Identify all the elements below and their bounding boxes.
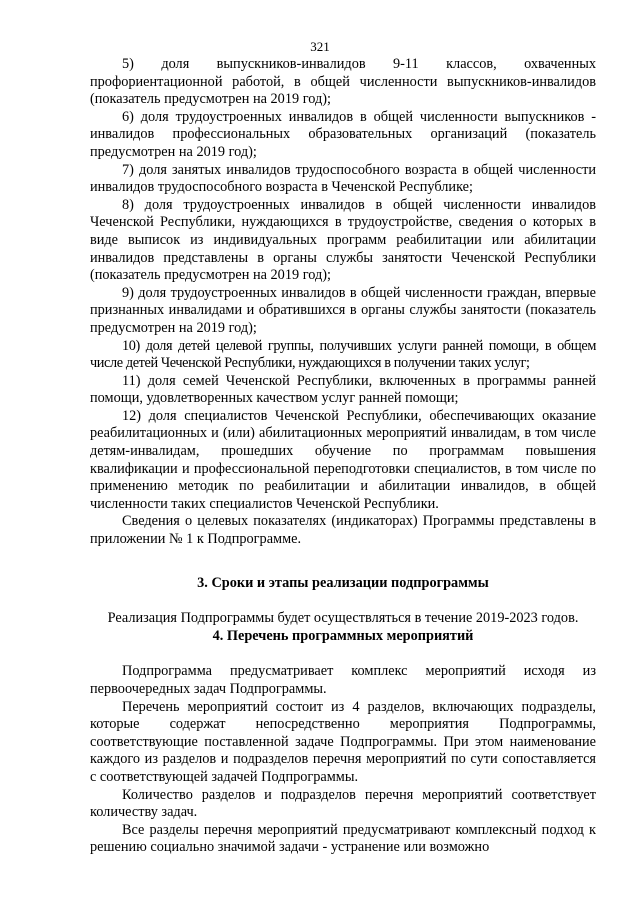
page-number: 321 [310,39,330,54]
indicator-item-11: 11) доля семей Чеченской Республики, включенных в программы ранней помощи, удовлетворенных качеством услуг ранней помощи; [90,372,596,407]
spacer [90,645,596,663]
section-3-heading: 3. Сроки и этапы реализации подпрограммы [197,574,489,591]
section-4-paragraph-1: Подпрограмма предусматривает комплекс мероприятий исходя из первоочередных задач Подпрограммы. [90,663,596,697]
indicator-item-8: 8) доля трудоустроенных инвалидов в общей численности инвалидов Чеченской Республики, нуждающихся в трудоустройстве, сведения о которых в виде выписок из индивидуальных программ реабилитации или абилитации инвалидов представлены в органы службы занятости Чеченской Республики (показатель предусмотрен на 2019 год); [90,196,596,284]
indicator-item-7: 7) доля занятых инвалидов трудоспособного возраста в общей численности инвалидов трудоспособного возраста в Чеченской Республике; [90,161,596,196]
section-4-heading: 4. Перечень программных мероприятий [212,627,474,644]
section-4-paragraph-2: Перечень мероприятий состоит из 4 разделов, включающих подразделы, которые содержат непосредственно мероприятия Подпрограммы, соответствующие поставленной задаче Подпрограммы. При этом наименование каждого из разделов и подразделов перечня мероприятий по сути сопоставляется с соответствующей задачей Подпрограммы. [90,698,596,785]
spacer [90,592,596,610]
spacer [90,549,596,575]
indicators-reference-paragraph: Сведения о целевых показателях (индикаторах) Программы представлены в приложении № 1 к Подпрограмме. [90,513,596,548]
section-3-text: Реализация Подпрограммы будет осуществляться в течение 2019-2023 годов. [107,610,579,627]
indicator-item-9: 9) доля трудоустроенных инвалидов в общей численности граждан, впервые признанных инвалидами и обратившихся в органы службы занятости (показатель предусмотрен на 2019 год); [90,284,596,336]
indicator-item-5: 5) доля выпускников-инвалидов 9-11 классов, охваченных профориентационной работой, в общей численности выпускников-инвалидов (показатель предусмотрен на 2019 год); [90,56,596,108]
indicator-item-6: 6) доля трудоустроенных инвалидов в общей численности выпускников - инвалидов профессиональных образовательных организаций (показатель предусмотрен на 2019 год); [90,108,596,160]
indicator-item-12: 12) доля специалистов Чеченской Республики, обеспечивающих оказание реабилитационных и (или) абилитационных мероприятий инвалидам, в том числе детям-инвалидам, прошедших обучение по программам повышения квалификации и профессиональной переподготовки специалистов, в том числе по применению методик по реабилитации и абилитации инвалидов, в общей численности таких специалистов Чеченской Республики. [90,407,596,512]
indicator-item-10: 10) доля детей целевой группы, получивших услуги ранней помощи, в общем числе детей Чеченской Республики, нуждающихся в получении таких услуг; [90,337,596,372]
document-body [90,56,596,857]
section-4-paragraph-4: Все разделы перечня мероприятий предусматривают комплексный подход к решению социально значимой задачи - устранение или возможно [90,821,596,856]
section-4-paragraph-3: Количество разделов и подразделов перечня мероприятий соответствует количеству задач. [90,786,596,821]
